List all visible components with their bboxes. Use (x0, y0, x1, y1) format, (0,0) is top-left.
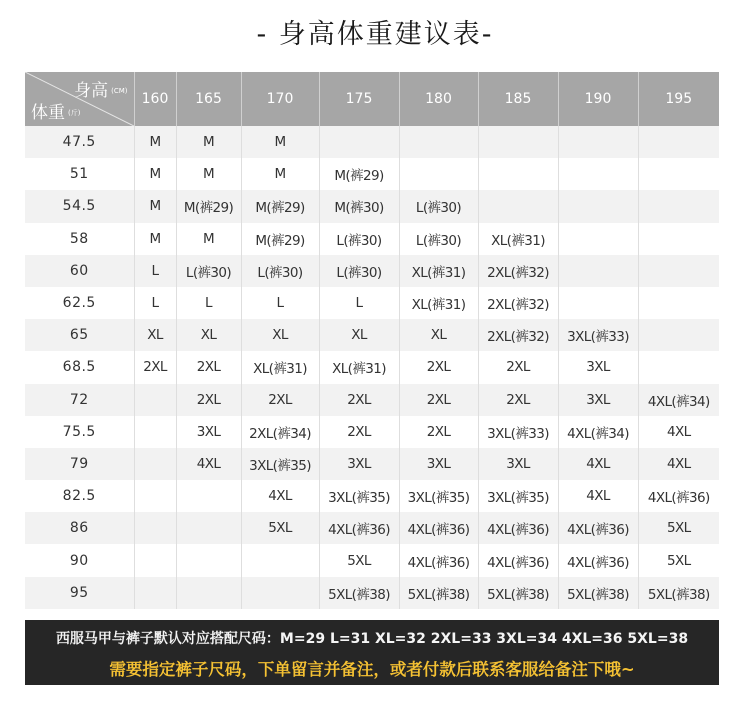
weight-cell: 60 (25, 255, 134, 287)
size-cell: M(裤29) (241, 190, 319, 222)
size-cell: 4XL(裤36) (478, 544, 558, 576)
size-cell: XL(裤31) (478, 223, 558, 255)
size-cell: 2XL (241, 384, 319, 416)
height-unit: (CM) (111, 87, 128, 95)
size-cell (134, 416, 176, 448)
size-cell (478, 158, 558, 190)
size-cell: L(裤30) (241, 255, 319, 287)
size-cell (558, 255, 638, 287)
size-cell: L(裤30) (319, 223, 399, 255)
size-cell: L (241, 287, 319, 319)
size-cell: 3XL(裤33) (478, 416, 558, 448)
weight-cell: 58 (25, 223, 134, 255)
size-cell: 2XL (319, 416, 399, 448)
table-row (25, 544, 719, 576)
size-cell (176, 544, 241, 576)
size-cell (134, 577, 176, 609)
footer-note-box (25, 620, 719, 685)
size-cell: 5XL (638, 544, 719, 576)
weight-cell: 82.5 (25, 480, 134, 512)
size-cell: 2XL (176, 351, 241, 383)
size-cell: M(裤29) (319, 158, 399, 190)
size-cell: XL (319, 319, 399, 351)
size-cell: L (319, 287, 399, 319)
weight-cell: 75.5 (25, 416, 134, 448)
size-cell: 4XL(裤36) (558, 512, 638, 544)
weight-cell: 72 (25, 384, 134, 416)
size-cell (558, 287, 638, 319)
table-row (25, 512, 719, 544)
size-cell: XL(裤31) (399, 255, 478, 287)
size-cell (134, 448, 176, 480)
height-header: 185 (478, 72, 558, 126)
size-cell (176, 512, 241, 544)
size-cell (638, 255, 719, 287)
size-cell: 5XL (638, 512, 719, 544)
size-cell: 4XL (558, 480, 638, 512)
corner-header-cell (25, 72, 134, 126)
size-cell: M (134, 158, 176, 190)
height-header: 190 (558, 72, 638, 126)
size-cell: 4XL(裤36) (478, 512, 558, 544)
size-cell: XL(裤31) (399, 287, 478, 319)
size-cell: 3XL(裤35) (319, 480, 399, 512)
size-cell: 3XL(裤35) (399, 480, 478, 512)
default-size-note: 西服马甲与裤子默认对应搭配尺码：M=29 L=31 XL=32 2XL=33 3XL=34 4XL=36 5XL=38 (55, 631, 689, 647)
table-row (25, 255, 719, 287)
size-cell (241, 577, 319, 609)
size-cell: L(裤30) (399, 190, 478, 222)
table-row (25, 190, 719, 222)
size-cell: 2XL(裤32) (478, 255, 558, 287)
table-row (25, 416, 719, 448)
size-cell: 4XL (176, 448, 241, 480)
table-row (25, 448, 719, 480)
size-cell: M(裤29) (176, 190, 241, 222)
size-cell: M (134, 190, 176, 222)
size-cell (134, 544, 176, 576)
size-cell: 4XL(裤34) (558, 416, 638, 448)
size-cell (638, 223, 719, 255)
size-cell: 5XL(裤38) (399, 577, 478, 609)
size-cell: 4XL(裤36) (399, 544, 478, 576)
size-cell: M (241, 158, 319, 190)
size-cell: XL (134, 319, 176, 351)
size-cell: 4XL (638, 448, 719, 480)
weight-unit: (斤) (68, 109, 81, 117)
size-cell: M (134, 126, 176, 158)
size-cell (134, 480, 176, 512)
size-cell (638, 319, 719, 351)
size-cell: M (241, 126, 319, 158)
page-title: - 身高体重建议表- (256, 19, 494, 50)
height-header: 160 (134, 72, 176, 126)
size-cell: 4XL (241, 480, 319, 512)
size-chart-table (25, 72, 719, 609)
size-cell: 5XL(裤38) (558, 577, 638, 609)
size-cell: 3XL(裤35) (241, 448, 319, 480)
height-axis-label (74, 76, 127, 101)
size-cell (558, 126, 638, 158)
size-cell: L (134, 255, 176, 287)
table-row (25, 319, 719, 351)
size-cell (558, 190, 638, 222)
height-header: 165 (176, 72, 241, 126)
size-cell: 2XL(裤32) (478, 319, 558, 351)
size-cell (399, 158, 478, 190)
size-cell (638, 287, 719, 319)
weight-cell: 54.5 (25, 190, 134, 222)
size-cell: 2XL(裤34) (241, 416, 319, 448)
size-cell: 2XL (399, 416, 478, 448)
size-cell (638, 126, 719, 158)
weight-axis-label (31, 98, 80, 123)
table-row (25, 480, 719, 512)
size-cell (558, 158, 638, 190)
size-cell: XL (399, 319, 478, 351)
height-header: 195 (638, 72, 719, 126)
weight-cell: 79 (25, 448, 134, 480)
weight-cell: 86 (25, 512, 134, 544)
size-cell: 5XL(裤38) (319, 577, 399, 609)
table-row (25, 126, 719, 158)
size-cell (478, 126, 558, 158)
size-cell: M(裤29) (241, 223, 319, 255)
weight-cell: 90 (25, 544, 134, 576)
size-cell: 2XL(裤32) (478, 287, 558, 319)
size-cell: 3XL(裤35) (478, 480, 558, 512)
size-cell: 5XL(裤38) (478, 577, 558, 609)
size-cell: 4XL(裤36) (399, 512, 478, 544)
size-cell (478, 190, 558, 222)
size-cell: 3XL (176, 416, 241, 448)
size-cell: 4XL (558, 448, 638, 480)
table-row (25, 351, 719, 383)
weight-cell: 65 (25, 319, 134, 351)
size-cell: XL (176, 319, 241, 351)
size-cell: L(裤30) (319, 255, 399, 287)
size-cell: L(裤30) (176, 255, 241, 287)
height-header-row (25, 72, 719, 126)
size-cell (638, 158, 719, 190)
size-cell: 2XL (399, 384, 478, 416)
weight-cell: 47.5 (25, 126, 134, 158)
height-label: 身高 (74, 81, 109, 101)
height-header: 180 (399, 72, 478, 126)
size-cell: M (176, 126, 241, 158)
size-cell: XL(裤31) (241, 351, 319, 383)
size-cell (558, 223, 638, 255)
table-row (25, 577, 719, 609)
size-cell: 2XL (319, 384, 399, 416)
size-cell (319, 126, 399, 158)
table-row (25, 223, 719, 255)
size-cell: L(裤30) (399, 223, 478, 255)
size-cell: M(裤30) (319, 190, 399, 222)
custom-size-note: 需要指定裤子尺码，下单留言并备注，或者付款后联系客服给备注下哦~ (109, 660, 635, 679)
weight-cell: 95 (25, 577, 134, 609)
size-cell: 4XL(裤36) (558, 544, 638, 576)
height-header: 175 (319, 72, 399, 126)
size-cell (176, 480, 241, 512)
size-cell: 3XL (319, 448, 399, 480)
size-cell: 2XL (134, 351, 176, 383)
size-cell: L (176, 287, 241, 319)
size-cell: 3XL (478, 448, 558, 480)
size-cell (638, 190, 719, 222)
size-cell: M (134, 223, 176, 255)
table-row (25, 158, 719, 190)
size-cell: 4XL(裤36) (319, 512, 399, 544)
size-cell: XL(裤31) (319, 351, 399, 383)
size-cell: 5XL(裤38) (638, 577, 719, 609)
size-cell: 5XL (319, 544, 399, 576)
weight-label: 体重 (31, 103, 65, 123)
size-cell: 4XL(裤34) (638, 384, 719, 416)
size-cell: 3XL (399, 448, 478, 480)
size-cell (134, 384, 176, 416)
weight-cell: 51 (25, 158, 134, 190)
size-cell: 4XL (638, 416, 719, 448)
height-header: 170 (241, 72, 319, 126)
size-cell: M (176, 158, 241, 190)
size-cell: 5XL (241, 512, 319, 544)
size-cell: 2XL (478, 384, 558, 416)
size-cell: M (176, 223, 241, 255)
size-cell (241, 544, 319, 576)
size-cell (399, 126, 478, 158)
size-cell: 2XL (478, 351, 558, 383)
size-cell: 3XL (558, 384, 638, 416)
size-table-body (25, 126, 719, 609)
size-cell (176, 577, 241, 609)
size-cell: 4XL(裤36) (638, 480, 719, 512)
size-cell: XL (241, 319, 319, 351)
weight-cell: 68.5 (25, 351, 134, 383)
size-cell: L (134, 287, 176, 319)
size-cell: 3XL (558, 351, 638, 383)
table-row (25, 384, 719, 416)
size-cell (134, 512, 176, 544)
size-cell: 2XL (176, 384, 241, 416)
size-cell: 3XL(裤33) (558, 319, 638, 351)
table-row (25, 287, 719, 319)
size-cell (638, 351, 719, 383)
weight-cell: 62.5 (25, 287, 134, 319)
size-cell: 2XL (399, 351, 478, 383)
